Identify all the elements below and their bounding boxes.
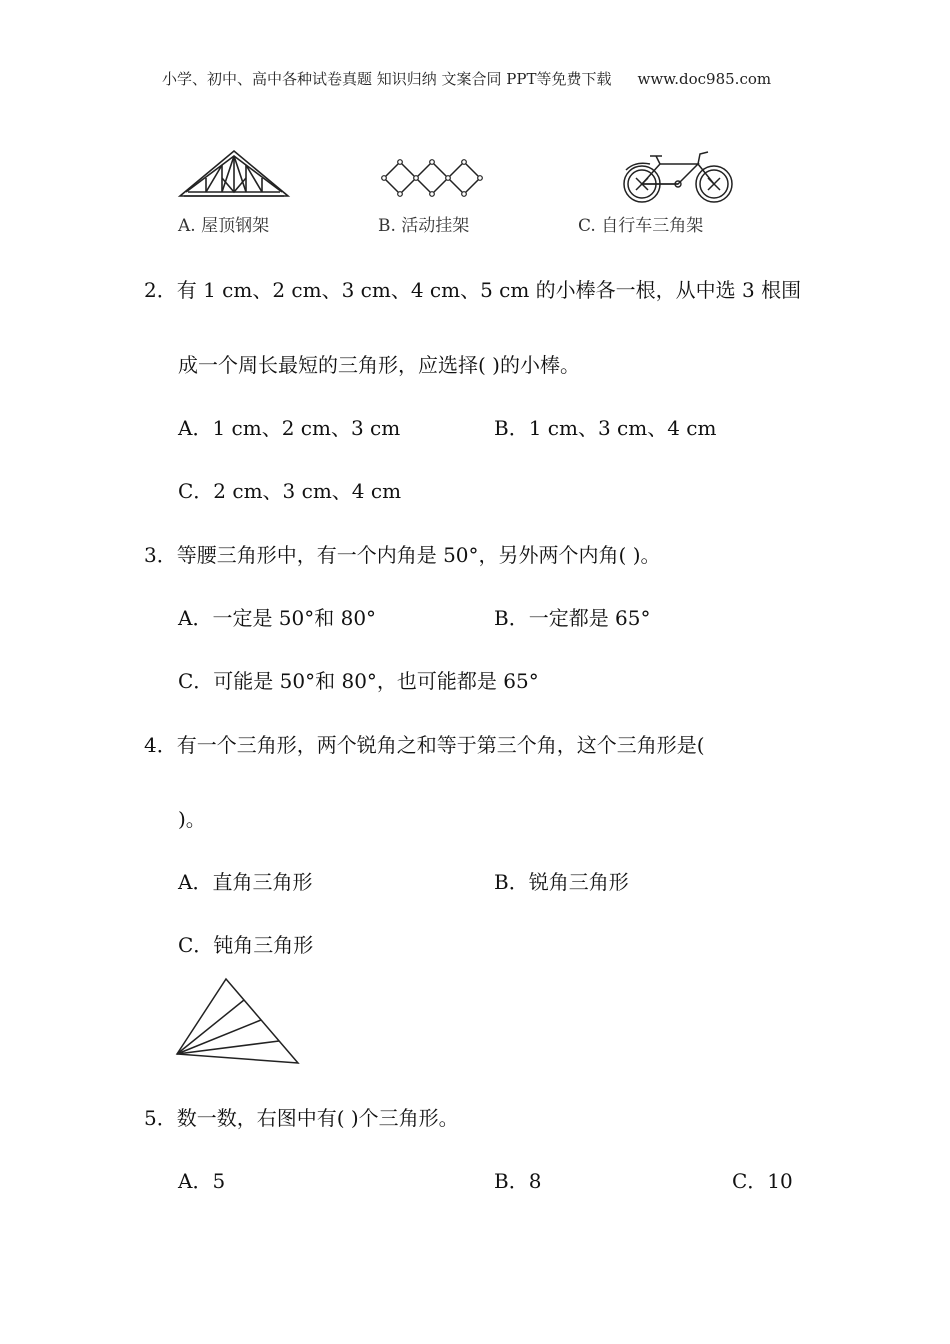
roof-truss-figure [178, 148, 290, 200]
fan-triangle-figure [172, 974, 302, 1066]
question-2-option-c[interactable]: C．2 cm、3 cm、4 cm [178, 479, 402, 503]
question-4-option-c[interactable]: C．钝角三角形 [178, 933, 314, 957]
question-4-option-b[interactable]: B．锐角三角形 [494, 870, 629, 894]
question-2-line-2: 成一个周长最短的三角形，应选择( )的小棒。 [178, 353, 580, 377]
question-3-option-a[interactable]: A．一定是 50°和 80° [178, 606, 377, 630]
page-header [162, 68, 771, 89]
question-5-line-1: 5．数一数，右图中有( )个三角形。 [144, 1106, 459, 1130]
bicycle-figure [620, 150, 736, 204]
question-2-option-b[interactable]: B．1 cm、3 cm、4 cm [494, 416, 717, 440]
question-5-option-c[interactable]: C．10 [732, 1169, 793, 1193]
question-5-option-a[interactable]: A．5 [178, 1169, 226, 1193]
question-4-line-2: )。 [178, 807, 206, 831]
question-3-option-c[interactable]: C．可能是 50°和 80°，也可能都是 65° [178, 669, 539, 693]
header-text: 小学、初中、高中各种试卷真题 知识归纳 文案合同 PPT等免费下载 [162, 70, 612, 88]
question-4-line-1: 4．有一个三角形，两个锐角之和等于第三个角，这个三角形是( [144, 733, 705, 757]
question-4-option-a[interactable]: A．直角三角形 [178, 870, 313, 894]
question-5-option-b[interactable]: B．8 [494, 1169, 542, 1193]
question-2-option-a[interactable]: A．1 cm、2 cm、3 cm [178, 416, 401, 440]
question-2-line-1: 2．有 1 cm、2 cm、3 cm、4 cm、5 cm 的小棒各一根，从中选 3 根围 [144, 278, 802, 302]
question-3-line-1: 3．等腰三角形中，有一个内角是 50°，另外两个内角( )。 [144, 543, 661, 567]
lattice-hanger-figure [380, 158, 490, 198]
figure-c-caption: C. 自行车三角架 [578, 216, 704, 236]
figure-a-caption: A. 屋顶钢架 [178, 216, 270, 236]
figure-b-caption: B. 活动挂架 [378, 216, 470, 236]
header-site: www.doc985.com [637, 70, 772, 88]
question-3-option-b[interactable]: B．一定都是 65° [494, 606, 651, 630]
